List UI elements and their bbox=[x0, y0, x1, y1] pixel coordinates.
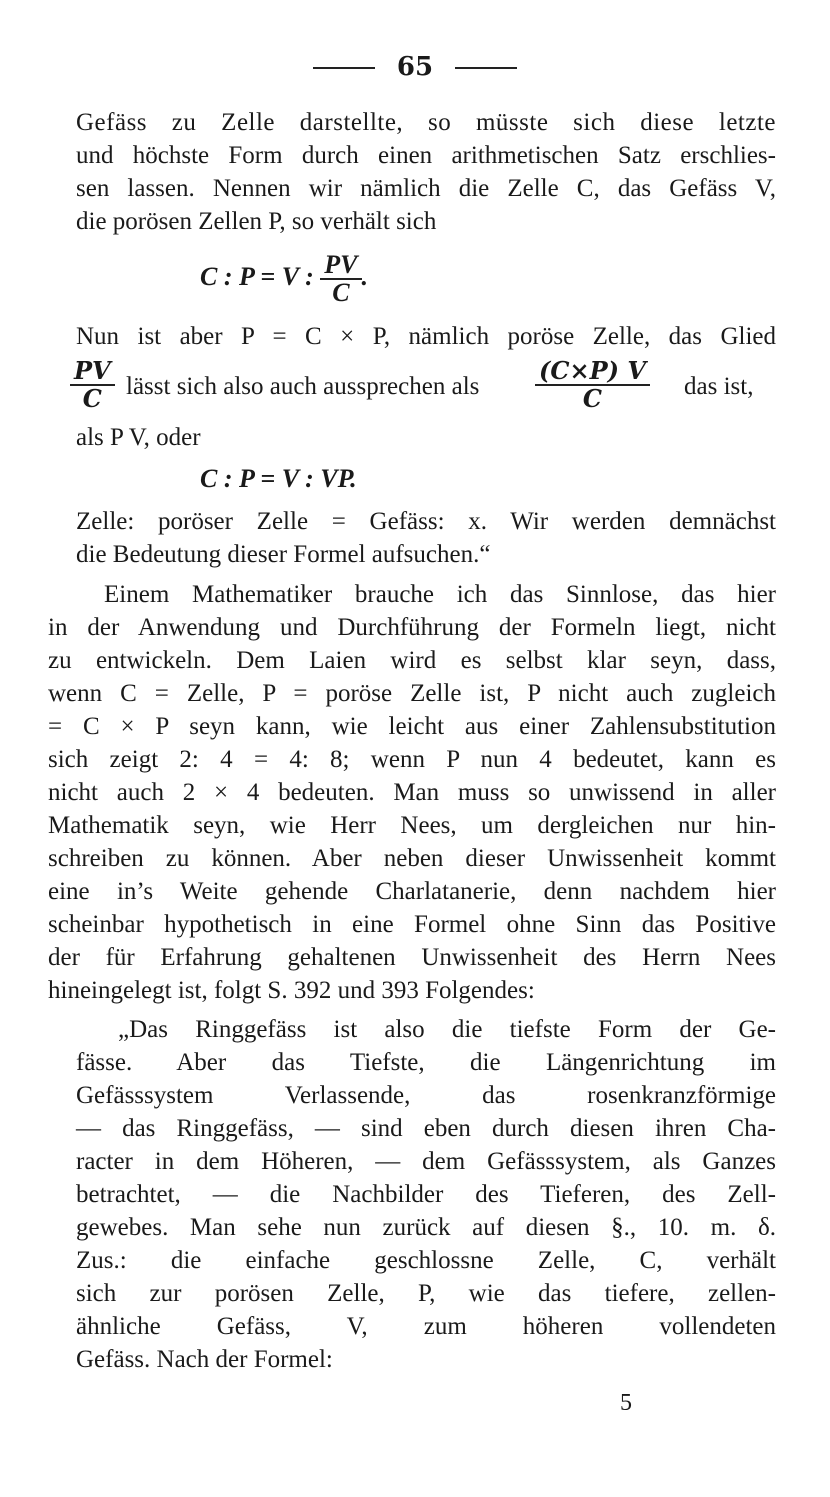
text-line: hineingelegt ist, folgt S. 392 und 393 Folgendes: bbox=[48, 977, 535, 1004]
quote-line: Zus.: die einfache geschlossne Zelle, C, verhält bbox=[76, 1247, 776, 1274]
text-line: wenn C = Zelle, P = poröse Zelle ist, P nicht auch zugleich bbox=[48, 680, 776, 707]
text-line: das ist, bbox=[684, 373, 754, 400]
fraction-pv-c bbox=[70, 358, 115, 412]
formula-left: C : P = V : bbox=[200, 261, 314, 291]
text-line: Gefäss zu Zelle darstellte, so müsste sich diese letzte bbox=[76, 109, 776, 136]
header-rule-right bbox=[455, 67, 517, 69]
text-line: Nun ist aber P = C × P, nämlich poröse Zelle, das Glied bbox=[76, 323, 776, 350]
formula-proportion-1 bbox=[200, 252, 368, 306]
signature-mark: 5 bbox=[620, 1390, 632, 1416]
fraction bbox=[320, 252, 361, 306]
text-line: zu entwickeln. Dem Laien wird es selbst klar seyn, dass, bbox=[48, 647, 776, 674]
text-line: schreiben zu können. Aber neben dieser Unwissenheit kommt bbox=[48, 845, 776, 872]
header-rule-left bbox=[313, 67, 375, 69]
text-line: eine in’s Weite gehende Charlatanerie, denn nachdem hier bbox=[48, 878, 776, 905]
text-line: die Bedeutung dieser Formel aufsuchen.“ bbox=[76, 541, 491, 568]
quote-line: Gefässsystem Verlassende, das rosenkranzförmige bbox=[76, 1082, 776, 1109]
text-line: Einem Mathematiker brauche ich das Sinnlose, das hier bbox=[104, 581, 776, 608]
text-line: = C × P seyn kann, wie leicht aus einer Zahlensubstitution bbox=[48, 713, 776, 740]
text-line: der für Erfahrung gehaltenen Unwissenheit des Herrn Nees bbox=[48, 944, 776, 971]
text-line: sich zeigt 2: 4 = 4: 8; wenn P nun 4 bedeutet, kann es bbox=[48, 746, 776, 773]
fraction-denominator: C bbox=[582, 384, 603, 413]
fraction-denominator: C bbox=[332, 278, 350, 307]
quote-line: racter in dem Höheren, — dem Gefässsystem, als Ganzes bbox=[76, 1148, 776, 1175]
text-line: in der Anwendung und Durchführung der Formeln liegt, nicht bbox=[48, 614, 776, 641]
text-line: und höchste Form durch einen arithmetischen Satz erschlies- bbox=[76, 142, 776, 169]
text-line: sen lassen. Nennen wir nämlich die Zelle C, das Gefäss V, bbox=[76, 175, 776, 202]
quote-line: fässe. Aber das Tiefste, die Längenrichtung im bbox=[76, 1049, 776, 1076]
text-line: Mathematik seyn, wie Herr Nees, um dergleichen nur hin- bbox=[48, 812, 776, 839]
text-line: die porösen Zellen P, so verhält sich bbox=[76, 208, 437, 235]
quote-line: sich zur porösen Zelle, P, wie das tiefere, zellen- bbox=[76, 1280, 776, 1307]
text-line: als P V, oder bbox=[76, 424, 201, 451]
quote-line: „Das Ringgefäss ist also die tiefste Form der Ge- bbox=[118, 1016, 776, 1043]
quote-line: Gefäss. Nach der Formel: bbox=[76, 1346, 333, 1373]
page-number: 65 bbox=[396, 52, 434, 82]
quote-line: betrachtet, — die Nachbilder des Tieferen, des Zell- bbox=[76, 1181, 776, 1208]
fraction-numerator: (C×P) V bbox=[535, 358, 650, 386]
fraction-denominator: C bbox=[82, 384, 102, 413]
page-header bbox=[0, 52, 830, 82]
text-line: scheinbar hypothetisch in eine Formel ohne Sinn das Positive bbox=[48, 911, 776, 938]
formula-proportion-2: C : P = V : VP. bbox=[200, 464, 357, 493]
quote-line: — das Ringgefäss, — sind eben durch diesen ihren Cha- bbox=[76, 1115, 776, 1142]
quote-line: gewebes. Man sehe nun zurück auf diesen §., 10. m. δ. bbox=[76, 1214, 776, 1241]
text-line: lässt sich also auch aussprechen als bbox=[126, 373, 480, 400]
fraction-cxp-v-c bbox=[535, 358, 650, 412]
text-line: Zelle: poröser Zelle = Gefäss: x. Wir werden demnächst bbox=[76, 508, 776, 535]
formula-end: . bbox=[361, 261, 368, 291]
text-line: nicht auch 2 × 4 bedeuten. Man muss so unwissend in aller bbox=[48, 779, 776, 806]
quote-line: ähnliche Gefäss, V, zum höheren vollendeten bbox=[76, 1313, 776, 1340]
fraction-numerator: PV bbox=[320, 252, 361, 280]
fraction-numerator: PV bbox=[70, 358, 115, 386]
